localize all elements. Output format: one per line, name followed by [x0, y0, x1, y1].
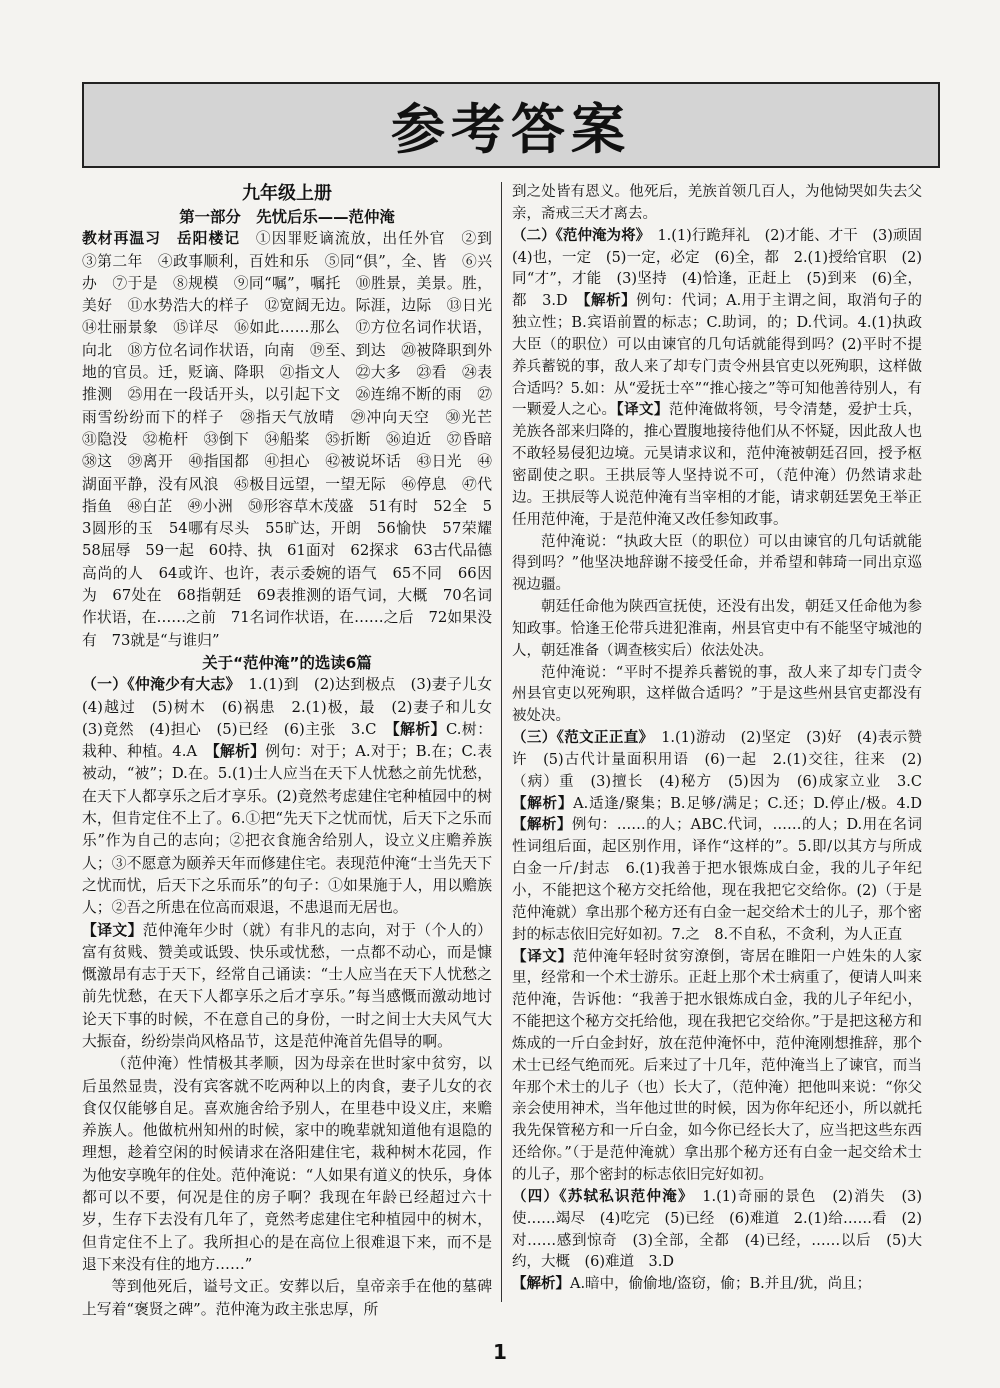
analysis-label: 【解析】	[512, 795, 574, 812]
section-label: 教材再温习 岳阳楼记	[82, 230, 241, 248]
selection-heading: 关于“范仲淹”的选读6篇	[202, 653, 372, 672]
translation-paragraph: 范仲淹说：“执政大臣（的职位）可以由谏官的几句话就能得到吗？”他坚决地辞谢不接受任命，并希望和韩琦一同出京巡视边疆。	[512, 533, 922, 594]
analysis-text: 例句：对于；A.对于；B.在；C.表被动，“被”；D.在。5.(1)士人应当在天下人忧愁之前先忧愁，在天下人都享乐之后才享乐。(2)竟然考虑建住宅种植园中的树木，但肯定住不上了。6.①把“先天下之忧而忧，后天下之乐而乐”作为自己的志向；②把衣食施舍给别人，设立义庄赡养族人；③不愿意为颐养天年而修建住宅。表现范仲淹“士当先天下之忧而忧，后天下之乐而乐”的句子：①如果施于人，用以赡族人；②吾之所患在位高而艰退，不患退而无居也。	[82, 743, 492, 917]
answer-block-1	[82, 674, 507, 919]
answer-block-3	[512, 728, 937, 946]
translation-paragraph: （范仲淹）性情极其孝顺，因为母亲在世时家中贫穷，以后虽然显贵，没有宾客就不吃两种以上的肉食，妻子儿女的衣食仅仅能够自足。喜欢施舍给予别人，在里巷中设义庄，来赡养族人。他做杭州知州的时候，家中的晚辈就知道他有退隐的理想，趁着空闲的时候请求在洛阳建住宅，栽种树木花园，作为他安享晚年的住处。范仲淹说：“人如果有道义的快乐，身体都可以不要，何况是住的房子啊？我现在年龄已经超过六十岁，生存下去没有几年了，竟然考虑建住宅种植园中的树木，但肯定住不上了。我所担心的是在高位上很难退下来，而不是退下来没有住的地方……”	[82, 1055, 492, 1273]
analysis-text: A.暗中，偷偷地/盗窃，偷；B.并且/犹，尚且；	[570, 1276, 872, 1293]
analysis-label: 【解析】	[583, 293, 637, 310]
answer-text: 1.(1)游动 (2)坚定 (3)好 (4)表示赞许 (5)古代计量面积用语 (6)一起 2.(1)交往，往来 (2)（病）重 (3)擅长 (4)秘方 (5)因为 (6)成家立业 3.C	[512, 730, 937, 790]
article-label: （二）《范仲淹为将》	[512, 227, 643, 244]
translation-block-1	[82, 920, 492, 1054]
analysis-label: 【解析】	[512, 1276, 570, 1293]
translation-label: 【译文】	[616, 402, 669, 419]
translation-paragraph: 等到他死后，谥号文正。安葬以后，皇帝亲手在他的墓碑上写着“褒贤之碑”。范仲淹为政主张忠厚，所	[82, 1278, 492, 1318]
section-yueyang	[82, 228, 507, 652]
analysis-text: 例句：代词；A.用于主谓之间，取消句子的独立性；B.宾语前置的标志；C.助词，的；D.代词。4.(1)执政大臣（的职位）可以由谏官的几句话就能得到吗？(2)平时不提养兵蓄锐的事，敌人来了却专门责令州县官吏以死殉职，这样做合适吗？5.如：从“爱抚士卒”“推心接之”等可知他善待别人，有一颗爱人之心。	[512, 293, 922, 419]
translation-paragraph: 范仲淹说：“平时不提养兵蓄锐的事，敌人来了却专门责令州县官吏以死殉职，这样做合适吗？”于是这些州县官吏都没有被处决。	[512, 664, 922, 725]
translation-block-3	[512, 947, 922, 1187]
article-label: （四）《苏轼私识范仲淹》	[512, 1188, 687, 1205]
translation-text: 范仲淹做将领，号令清楚，爱护士兵，羌族各部来归降的，推心置腹地接待他们从不怀疑，因此敌人也不敢轻易侵犯边境。元昊请求议和，范仲淹被朝廷召回，授予枢密副使之职。王拱辰等人坚持说不可，（范仲淹）仍然请求赴边。王拱辰等人说范仲淹有当宰相的才能，请求朝廷罢免王举正任用范仲淹，于是范仲淹又改任参知政事。	[512, 402, 923, 528]
translation-label: 【译文】	[82, 921, 143, 939]
answer-block-4	[512, 1187, 922, 1274]
left-column	[82, 182, 507, 1321]
banner-title: 参考答案	[391, 97, 631, 161]
section-text: ①因罪贬谪流放，出任外官 ②到 ③第二年 ④政事顺利，百姓和乐 ⑤同“俱”，全、皆 ⑥兴办 ⑦于是 ⑧规模 ⑨同“嘱”，嘱托 ⑩胜景，美景。胜，美好 ⑪水势浩大的样子 ⑫宽阔无边。际涯，边际 ⑬日光 ⑭壮丽景象 ⑮详尽 ⑯如此……那么 ⑰方位名词作状语，向北 ⑱方位名词作状语，向南 ⑲至、到达 ⑳被降职到外地的官员。迁，贬谪、降职 ㉑指文人 ㉒大多 ㉓看 ㉔表推测 ㉕用在一段话开头，以引起下文 ㉖连绵不断的雨 ㉗雨雪纷纷而下的样子 ㉘指天气放晴 ㉙冲向天空 ㉚光芒 ㉛隐没 ㉜桅杆 ㉝倒下 ㉞船桨 ㉟折断 ㊱迫近 ㊲昏暗 ㊳这 ㊴离开 ㊵指国都 ㊶担心 ㊷被说坏话 ㊸日光 ㊹湖面平静，没有风浪 ㊺极目远望，一望无际 ㊻停息 ㊼代指鱼 ㊽白芷 ㊾小洲 ㊿形容草木茂盛 51有时 52全 53圆形的玉 54哪有尽头 55旷达，开朗 56愉快 57荣耀 58屈辱 59一起 60持、执 61面对 62探求 63古代品德高尚的人 64或许、也许，表示委婉的语气 65不同 66因为 67处在 68指朝廷 69表推测的语气词，大概 70名词作状语，在……之前 71名词作状语，在……之后 72如果没有 73就是“与谁归”	[82, 230, 507, 649]
translation-text: 范仲淹年少时（就）有非凡的志向，对于（个人的）富有贫贱、赞美或诋毁、快乐或忧愁，一点都不动心，而是慷慨激昂有志于天下，经常自己诵读：“士人应当在天下人忧愁之前先忧愁，在天下人都享乐之后才享乐。”每当感慨而激动地讨论天下事的时候，不在意自己的身份，一时之间士大夫风气大大振奋，纷纷崇尚风格品节，这是范仲淹首先倡导的啊。	[82, 921, 492, 1050]
analysis-block-4	[512, 1274, 922, 1296]
answer-block-2	[512, 226, 937, 532]
page-number: 1	[493, 1340, 507, 1364]
analysis-label: 【解析】	[512, 817, 572, 834]
answer-banner	[82, 82, 940, 168]
analysis-label: 【解析】	[392, 720, 446, 738]
article-label: （一）《仲淹少有大志》	[82, 676, 234, 694]
right-column	[512, 182, 937, 1296]
analysis-text: C.树：栽种、种植。4.A	[82, 720, 493, 761]
part-heading: 第一部分 先忧后乐——范仲淹	[179, 208, 395, 226]
article-label: （三）《范文正正直》	[512, 730, 647, 747]
answer-text: 1.(1)到 (2)达到极点 (3)妻子儿女 (4)越过 (5)树木 (6)祸患 2.(1)极，最 (2)妻子和儿女 (3)竟然 (4)担心 (5)已经 (6)主张 3.C	[82, 676, 507, 738]
analysis-label: 【解析】	[212, 743, 266, 761]
answer-text: 1.(1)奇丽的景色 (2)消失 (3)使……竭尽 (4)吃完 (5)已经 (6)难道 2.(1)给……看 (2)对……感到惊奇 (3)全部，全都 (4)已经，……以后 (5)大约，大概 (6)难道 3.D	[512, 1188, 923, 1271]
column-divider	[501, 182, 502, 1302]
translation-text: 范仲淹年轻时贫穷潦倒，寄居在睢阳一户姓朱的人家里，经常和一个术士游乐。正赶上那个术士病重了，便请人叫来范仲淹，告诉他：“我善于把水银炼成白金，我的儿子年纪小，不能把这个秘方交托给他，现在我把它交给你。”于是把这秘方和炼成的一斤白金封好，放在范仲淹怀中，范仲淹刚想推辞，那个术士已经气绝而死。后来过了十几年，范仲淹当上了谏官，而当年那个术士的儿子（也）长大了，（范仲淹）把他叫来说：“你父亲会使用神术，当年他过世的时候，因为你年纪还小，所以就托我先保管秘方和一斤白金，如今你已经长大了，应当把这些东西还给你。”（于是范仲淹就）拿出那个秘方还有白金一起交给术士的儿子，那个密封的标志依旧完好如初。	[512, 948, 923, 1183]
grade-heading: 九年级上册	[242, 183, 332, 204]
translation-paragraph: 朝廷任命他为陕西宣抚使，还没有出发，朝廷又任命他为参知政事。恰逢王伦带兵进犯淮南，州县官吏中有不能坚守城池的人，朝廷准备（调查核实后）依法处决。	[512, 599, 922, 659]
answer-text: 1.(1)行跪拜礼 (2)才能、才干 (3)顽固 (4)也，一定 (5)一定，必定 (6)全，都 2.(1)授给官职 (2)同“才”，才能 (3)坚持 (4)恰逢，正赶上 (5)到来 (6)全，都 3.D	[512, 227, 937, 310]
analysis-text: A.适逢/聚集；B.足够/满足；C.还；D.停止/极。4.D	[573, 795, 937, 812]
analysis-text: 例句：……的人；ABC.代词，……的人；D.用在名词性词组后面，起区别作用，译作“这样的”。5.即/以其方与所成白金一斤/封志 6.(1)我善于把水银炼成白金，我的儿子年纪小，不能把这个秘方交托给他，现在我把它交给你。(2)（于是范仲淹就）拿出那个秘方还有白金一起交给术士的儿子，那个密封的标志依旧完好如初。7.之 8.不自私，不贪利，为人正直	[512, 817, 923, 943]
translation-label: 【译文】	[512, 948, 573, 965]
translation-paragraph: 到之处皆有恩义。他死后，羌族首领几百人，为他恸哭如失去父亲，斋戒三天才离去。	[512, 184, 922, 222]
